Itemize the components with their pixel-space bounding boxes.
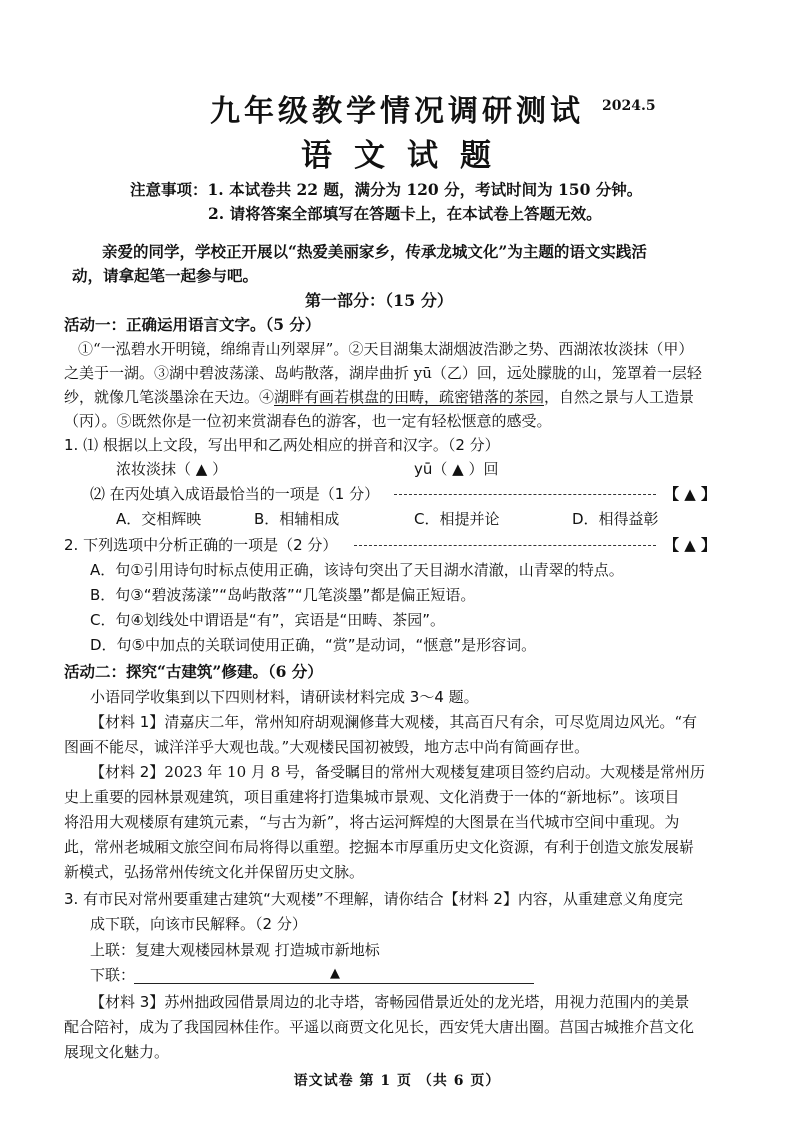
material-3-line-3: 展现文化魅力。 — [64, 1043, 170, 1061]
activity1-passage-line-1: ①“一泓碧水开明镜，绵绵青山列翠屏”。②天目湖集太湖烟波浩渺之势、西湖浓妆淡抹（甲） — [78, 340, 694, 358]
exam-subtitle: 语文试题 — [301, 138, 513, 174]
material-1-line-1: 【材料 1】清嘉庆二年，常州知府胡观澜修葺大观楼，其高百尺有余，可尽览周边风光。“有 — [90, 713, 697, 731]
material-3-line-2: 配合陪衬，成为了我国园林佳作。平遥以商贾文化见长，西安凭大唐出圈。莒国古城推介莒文化 — [64, 1018, 695, 1036]
answer-mark: ▲ — [330, 966, 340, 981]
q3-lower-couplet: 下联： ▲ — [90, 963, 550, 987]
notice-label: 注意事项： — [130, 180, 208, 199]
material-2-line-5: 新模式，弘扬常州传统文化并保留历史文脉。 — [64, 863, 365, 881]
q1-option-a: A．交相辉映 — [116, 510, 202, 528]
q1-sub2: ⑵ 在丙处填入成语最恰当的一项是（1 分） 【 ▲ 】 — [90, 482, 730, 506]
q3-upper-couplet: 上联：复建大观楼园林景观 打造城市新地标 — [90, 941, 380, 959]
dash-leader — [354, 545, 656, 546]
material-2-line-4: 此，常州老城厢文旅空间布局将得以重塑。挖掘本市厚重历史文化资源，有利于创造文旅发展崭 — [64, 838, 695, 856]
intro-line-1: 亲爱的同学，学校正开展以“热爱美丽家乡，传承龙城文化”为主题的语文实践活 — [102, 242, 647, 261]
material-2-label: 【材料 2】 — [90, 763, 165, 781]
activity1-passage-line-3: 纱，就像几笔淡墨涂在天边。④湖畔有画若棋盘的田畴，疏密错落的茶园，自然之景与人工造景 — [64, 388, 695, 406]
dash-leader — [394, 494, 656, 495]
material-3-label: 【材料 3】 — [90, 993, 165, 1011]
activity1-passage-line-2: 之美于一湖。③湖中碧波荡漾、岛屿散落，湖岸曲折 yū（乙）回，远处朦胧的山，笼罩着一层轻 — [64, 364, 702, 382]
q2-option-b: B．句③“碧波荡漾”“岛屿散落”“几笔淡墨”都是偏正短语。 — [90, 586, 476, 604]
q2-option-c: C．句④划线处中谓语是“有”，宾语是“田畴、茶园”。 — [90, 611, 446, 629]
material-3-line-1: 【材料 3】苏州拙政园借景周边的北寺塔，寄畅园借景近处的龙光塔，用视力范围内的美景 — [90, 993, 690, 1011]
activity1-passage-line-4: （丙）。⑤既然你是一位初来赏湖春色的游客，也一定有轻松惬意的感受。 — [64, 412, 552, 430]
q1-blank-b: yū（ ▲ ）回 — [414, 460, 499, 478]
material-1-label: 【材料 1】 — [90, 713, 165, 731]
q1-option-d: D．相得益彰 — [572, 510, 659, 528]
q1-option-b: B．相辅相成 — [254, 510, 340, 528]
notice-item-2: 2. 请将答案全部填写在答题卡上，在本试卷上答题无效。 — [208, 204, 602, 223]
material-1-line-2: 图画不能尽，诚洋洋乎大观也哉。”大观楼民国初被毁，地方志中尚有简画存世。 — [64, 738, 590, 756]
activity2-intro: 小语同学收集到以下四则材料，请研读材料完成 3～4 题。 — [90, 688, 479, 706]
notice-item-1: 1. 本试卷共 22 题，满分为 120 分，考试时间为 150 分钟。 — [207, 180, 643, 199]
q1-option-c: C．相提并论 — [414, 510, 500, 528]
notice-block — [130, 178, 642, 202]
exam-title: 九年级教学情况调研测试 — [210, 94, 584, 129]
q2-option-a: A．句①引用诗句时标点使用正确，该诗句突出了天目湖水清澈，山青翠的特点。 — [90, 561, 624, 579]
activity2-heading: 活动二：探究“古建筑”修建。（6 分） — [64, 662, 323, 681]
intro-line-2: 动，请拿起笔一起参与吧。 — [72, 266, 259, 285]
exam-date: 2024.5 — [602, 98, 656, 114]
q2-option-d: D．句⑤中加点的关联词使用正确，“赏”是动词，“惬意”是形容词。 — [90, 636, 537, 654]
q2-answer-bracket: 【 ▲ 】 — [664, 536, 716, 554]
material-2-line-1: 【材料 2】2023 年 10 月 8 号，备受瞩目的常州大观楼复建项目签约启动。大观楼是常州历 — [90, 763, 705, 781]
activity1-heading: 活动一：正确运用语言文字。（5 分） — [64, 315, 321, 334]
material-2-line-2: 史上重要的园林景观建筑，项目重建将打造集城市景观、文化消费于一体的“新地标”。该项目 — [64, 788, 680, 806]
q1-answer-bracket: 【 ▲ 】 — [664, 485, 716, 503]
q2-stem: 2. 下列选项中分析正确的一项是（2 分） 【 ▲ 】 — [64, 533, 734, 557]
part1-heading: 第一部分：（15 分） — [305, 291, 453, 310]
q3-stem-line-1: 3. 有市民对常州要重建古建筑“大观楼”不理解，请你结合【材料 2】内容，从重建意义角度完 — [64, 890, 683, 908]
q1-stem: 1. ⑴ 根据以上文段，写出甲和乙两处相应的拼音和汉字。（2 分） — [64, 436, 500, 454]
underlined-phrase: 湖畔有画若棋盘的田畴，疏密错落的茶园 — [274, 388, 545, 406]
page-footer: 语文试卷 第 1 页 （共 6 页） — [293, 1073, 501, 1089]
q3-stem-line-2: 成下联，向该市民解释。（2 分） — [90, 915, 307, 933]
q1-blank-a: 浓妆淡抹（ ▲ ） — [116, 460, 228, 478]
material-2-line-3: 将沿用大观楼原有建筑元素，“与古为新”，将古运河辉煌的大图景在当代城市空间中重现。为 — [64, 813, 680, 831]
